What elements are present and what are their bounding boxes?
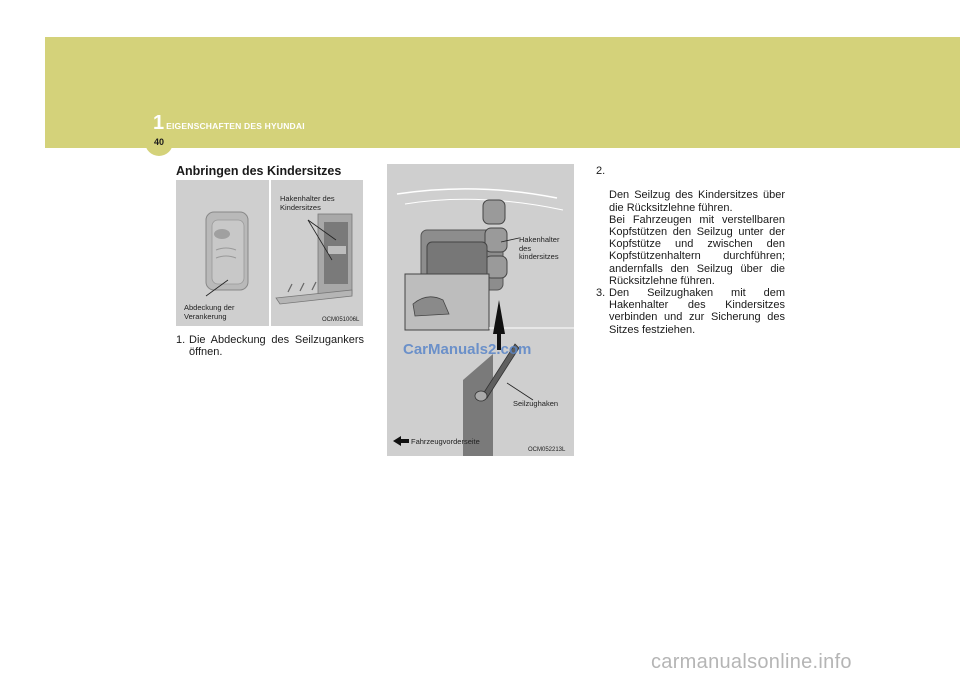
list-item: 3. Den Seilzughaken mit dem Hakenhalter des Kindersitzes verbinden und zur Sicherung des Sitzes festziehen.	[596, 287, 785, 336]
label-child-seat-hook-holder: Hakenhalter des kindersitzes	[519, 235, 560, 261]
label-tether-hook: Seilzughaken	[513, 399, 559, 408]
page-number: 40	[153, 137, 164, 147]
label-hook-holder: Hakenhalter des Kindersitzes	[280, 194, 335, 212]
chapter-title: EIGENSCHAFTEN DES HYUNDAI	[166, 121, 305, 131]
section-heading: Anbringen des Kindersitzes	[176, 164, 342, 178]
figure-anchor-cover	[176, 180, 363, 326]
page-number-tab	[145, 134, 173, 156]
chapter-number: 1	[153, 112, 165, 134]
chapter-header	[153, 112, 305, 135]
footer-watermark: carmanualsonline.info	[651, 651, 852, 673]
label-vehicle-front: Fahrzeugvorderseite	[411, 437, 480, 446]
tether-routing-illustration	[387, 164, 574, 456]
site-watermark: CarManuals2.com	[403, 341, 532, 358]
list-item: 1. Die Abdeckung des Seilzugankers öffnen.	[176, 334, 364, 359]
figure-code: OCM051006L	[322, 317, 360, 323]
steps-column-1	[176, 334, 364, 358]
figure-tether-routing	[387, 164, 574, 456]
figure-code: OCM052213L	[528, 447, 566, 453]
label-anchor-cover: Abdeckung der Verankerung	[184, 303, 235, 321]
steps-column-3	[596, 165, 785, 336]
list-item: 2. Den Seilzug des Kindersitzes über die Rücksitzlehne führen. Bei Fahrzeugen mit verstellbaren Kopfstützen den Seilzug unter der Kopfstütze und zwischen den Kopfstützenhaltern durchführen; andernfalls den Seilzug über die Rücksitzlehne führen.	[596, 165, 785, 287]
